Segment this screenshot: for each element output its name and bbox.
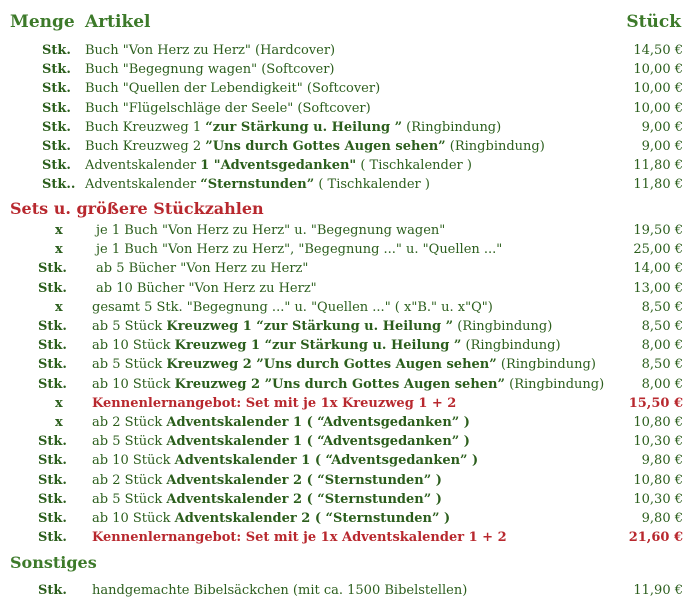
row-article: Buch "Quellen der Lebendigkeit" (Softcover) [85,81,381,97]
row-article [85,139,545,154]
row-article-text: (Ringbindung) [453,319,553,334]
row-article [85,158,472,173]
row-quantity-unit: Stk. [42,119,71,135]
row-article-text: ab 2 Stück [92,415,167,430]
row-article-text: ab 10 Stück [92,511,175,526]
row-price: 14,50 € [633,43,683,58]
row-article-text: ( Tischkalender ) [356,158,472,174]
row-article-bold: “zur Stärkung u. Heilung ” [205,119,403,135]
row-quantity-unit: Stk. [38,376,67,392]
row-price: 9,80 € [641,511,683,526]
row-price: 9,80 € [641,453,683,469]
row-article [92,492,442,507]
row-article: handgemachte Bibelsäckchen (mit ca. 1500 Bibelstellen) [92,583,468,598]
row-price: 11,80 € [633,158,683,174]
row-article [92,434,470,449]
row-price: 8,50 € [641,299,683,315]
row-price: 10,30 € [633,491,683,507]
row-price: 21,60 € [628,530,683,546]
row-quantity-unit: Stk.. [42,177,76,193]
row-price: 10,00 € [633,81,683,97]
row-article-text: ab 10 Stück [92,376,175,392]
row-article-text: (Ringbindung) [496,357,596,373]
row-quantity-unit: Stk. [38,280,67,296]
row-quantity-unit: Stk. [38,338,67,354]
row-article-bold: Adventskalender 1 ( “Adventsgedanken” ) [166,434,470,450]
row-article-bold: Adventskalender 2 ( “Sternstunden” ) [174,511,451,526]
row-article-text: Buch Kreuzweg 2 [85,139,206,154]
row-quantity-unit: Stk. [42,81,71,97]
row-price: 10,00 € [633,62,683,78]
row-quantity-unit: x [55,395,63,411]
row-article-text: Adventskalender [85,158,201,174]
row-article-bold: Adventskalender 1 ( “Adventsgedanken” ) [174,453,479,469]
row-article: je 1 Buch "Von Herz zu Herz" u. "Begegnung wagen" [96,223,446,238]
header-article: Artikel [85,12,151,32]
row-price: 10,30 € [633,434,683,450]
row-article-text: (Ringbindung) [461,338,561,354]
row-article-text: ab 10 Stück [92,338,175,354]
row-article-text: Buch Kreuzweg 1 [85,119,206,135]
row-article: ab 10 Bücher "Von Herz zu Herz" [96,280,317,296]
row-price: 10,00 € [633,100,683,116]
row-quantity-unit: Stk. [42,139,71,154]
row-quantity-unit: Stk. [38,491,67,507]
row-price: 8,00 € [641,338,683,354]
row-price: 15,50 € [628,395,683,411]
row-quantity-unit: Stk. [38,434,67,450]
row-article [92,453,478,468]
row-quantity-unit: x [55,415,63,430]
row-article-text: (Ringbindung) [445,139,545,154]
row-article [92,415,470,430]
row-article-text: ab 5 Stück [92,319,167,334]
row-article-bold: Adventskalender 2 ( “Sternstunden” ) [166,491,442,507]
row-article [92,319,552,334]
row-quantity-unit: x [55,299,63,315]
row-article-text: ab 10 Stück [92,453,175,469]
row-price: 9,00 € [641,139,683,154]
row-article-text: (Ringbindung) [505,376,605,392]
header-price: Stück [626,12,681,32]
row-article: gesamt 5 Stk. "Begegnung ..." u. "Quellen ..." ( x"B." u. x"Q") [92,299,493,315]
row-quantity-unit: Stk. [38,583,67,598]
row-quantity-unit: Stk. [38,511,67,526]
row-article-bold: Kreuzweg 1 “zur Stärkung u. Heilung ” [174,338,462,354]
row-quantity-unit: Stk. [42,62,71,78]
row-quantity-unit: x [55,242,63,258]
row-article: Kennenlernangebot: Set mit je 1x Adventskalender 1 + 2 [92,530,507,546]
row-article: ab 5 Bücher "Von Herz zu Herz" [96,261,309,277]
row-price: 10,80 € [633,472,683,488]
row-article [85,177,430,192]
row-quantity-unit: Stk. [38,319,67,334]
row-quantity-unit: Stk. [38,453,67,469]
row-article: Buch "Begegnung wagen" (Softcover) [85,62,335,78]
row-article-text: ab 5 Stück [92,357,167,373]
row-quantity-unit: Stk. [42,100,71,116]
row-article [92,511,450,526]
row-article-text: (Ringbindung) [402,119,502,135]
row-article-bold: ”Uns durch Gottes Augen sehen” [205,139,446,154]
section-title-misc: Sonstiges [10,553,97,572]
row-price: 11,80 € [633,177,683,193]
row-price: 13,00 € [633,280,683,296]
row-price: 14,00 € [633,261,683,277]
row-price: 10,80 € [633,415,683,430]
row-quantity-unit: Stk. [42,43,71,58]
row-price: 25,00 € [633,242,683,258]
row-price: 8,50 € [641,319,683,334]
row-article: Kennenlernangebot: Set mit je 1x Kreuzweg 1 + 2 [92,395,457,411]
row-quantity-unit: Stk. [38,357,67,373]
row-article [92,473,442,488]
row-price: 9,00 € [641,119,683,135]
row-article-bold: 1 "Adventsgedanken" [200,158,357,174]
row-article [92,338,561,353]
row-article: je 1 Buch "Von Herz zu Herz", "Begegnung ..." u. "Quellen ..." [96,242,503,258]
section-title-sets: Sets u. größere Stückzahlen [10,199,264,218]
row-quantity-unit: Stk. [38,261,67,277]
row-quantity-unit: x [55,223,63,238]
row-article-text: ab 2 Stück [92,472,167,488]
row-price: 8,50 € [641,357,683,373]
row-quantity-unit: Stk. [42,158,71,174]
header-quantity: Menge [10,12,75,32]
row-article [92,357,596,372]
row-article: Buch "Von Herz zu Herz" (Hardcover) [85,43,336,58]
row-article-bold: Adventskalender 2 ( “Sternstunden” ) [166,472,442,488]
row-price: 11,90 € [633,583,683,598]
row-article-bold: Kreuzweg 1 “zur Stärkung u. Heilung ” [166,319,454,334]
row-price: 19,50 € [633,223,683,238]
row-article-text: Adventskalender [85,177,201,193]
row-article-text: ( Tischkalender ) [314,177,430,193]
row-article-bold: “Sternstunden” [200,177,315,193]
row-article [85,120,501,135]
row-article: Buch "Flügelschläge der Seele" (Softcover) [85,100,371,116]
row-article-text: ab 5 Stück [92,434,167,450]
row-quantity-unit: Stk. [38,472,67,488]
row-price: 8,00 € [641,376,683,392]
row-article [92,377,604,392]
row-article-bold: Kreuzweg 2 ”Uns durch Gottes Augen sehen” [166,357,497,373]
row-article-bold: Adventskalender 1 ( “Adventsgedanken” ) [166,415,470,430]
row-article-bold: Kreuzweg 2 ”Uns durch Gottes Augen sehen” [174,376,505,392]
row-article-text: ab 5 Stück [92,491,167,507]
row-quantity-unit: Stk. [38,530,67,546]
